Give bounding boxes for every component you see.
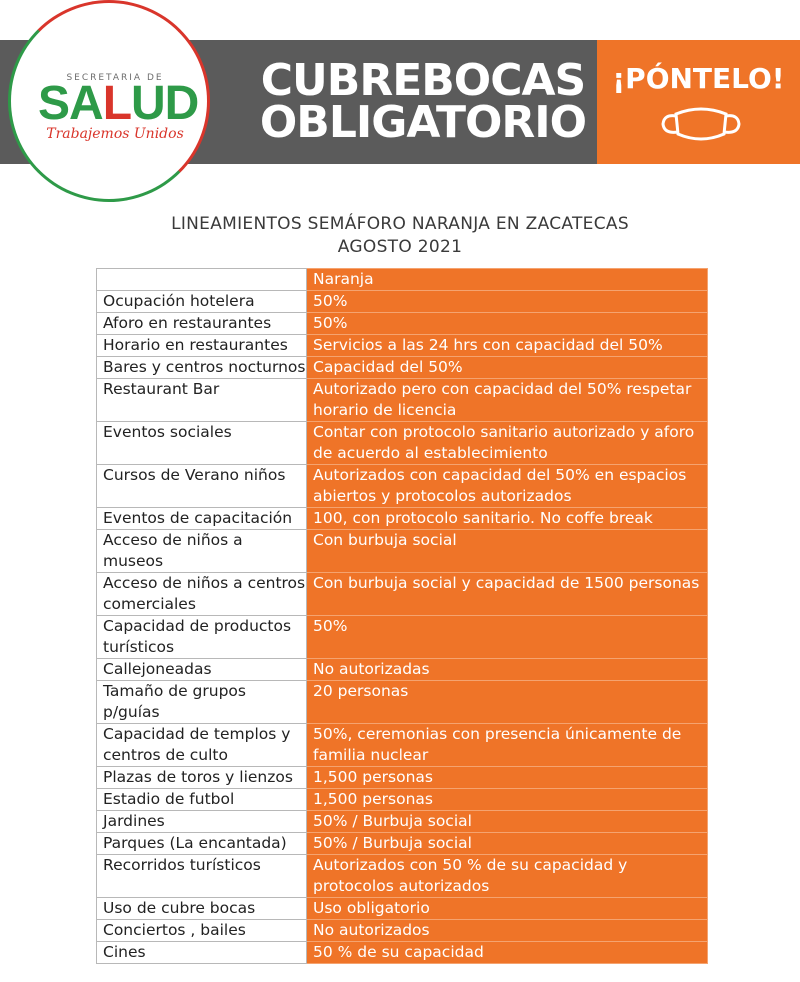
row-value-cell: Uso obligatorio xyxy=(307,898,708,920)
logo-wordmark-part3: UD xyxy=(131,77,199,130)
row-label-cell: Conciertos , bailes xyxy=(97,920,307,942)
logo-wordmark xyxy=(38,78,198,130)
table-row xyxy=(97,573,708,616)
row-label-cell: Uso de cubre bocas xyxy=(97,898,307,920)
table-row xyxy=(97,357,708,379)
table-header-cell: Naranja xyxy=(307,269,708,291)
row-label-cell: Restaurant Bar xyxy=(97,379,307,422)
table-row xyxy=(97,942,708,964)
row-value-cell: Autorizado pero con capacidad del 50% respetar horario de licencia xyxy=(307,379,708,422)
logo-tagline: Trabajemos Unidos xyxy=(46,126,184,142)
row-value-cell: Autorizados con capacidad del 50% en espacios abiertos y protocolos autorizados xyxy=(307,465,708,508)
row-label-cell: Tamaño de grupos p/guías xyxy=(97,681,307,724)
row-label-cell: Eventos sociales xyxy=(97,422,307,465)
table-row xyxy=(97,811,708,833)
table-row xyxy=(97,833,708,855)
table-header-row xyxy=(97,269,708,291)
row-value-cell: 50% / Burbuja social xyxy=(307,811,708,833)
row-label-cell: Plazas de toros y lienzos xyxy=(97,767,307,789)
table-row xyxy=(97,855,708,898)
row-value-cell: No autorizados xyxy=(307,920,708,942)
table-row xyxy=(97,898,708,920)
table-row xyxy=(97,422,708,465)
row-label-cell: Capacidad de productos turísticos xyxy=(97,616,307,659)
row-value-cell: 50%, ceremonias con presencia únicamente de familia nuclear xyxy=(307,724,708,767)
table-row xyxy=(97,379,708,422)
table-row xyxy=(97,508,708,530)
row-value-cell: 1,500 personas xyxy=(307,789,708,811)
row-value-cell: 50% xyxy=(307,616,708,659)
row-value-cell: Autorizados con 50 % de su capacidad y protocolos autorizados xyxy=(307,855,708,898)
row-value-cell: 50 % de su capacidad xyxy=(307,942,708,964)
row-value-cell: 50% xyxy=(307,291,708,313)
face-mask-icon xyxy=(658,100,744,148)
row-value-cell: Servicios a las 24 hrs con capacidad del 50% xyxy=(307,335,708,357)
row-value-cell: No autorizadas xyxy=(307,659,708,681)
table-row xyxy=(97,465,708,508)
row-label-cell: Callejoneadas xyxy=(97,659,307,681)
row-value-cell: 100, con protocolo sanitario. No coffe break xyxy=(307,508,708,530)
table-row xyxy=(97,530,708,573)
row-label-cell: Acceso de niños a centros comerciales xyxy=(97,573,307,616)
row-label-cell: Aforo en restaurantes xyxy=(97,313,307,335)
table-row xyxy=(97,681,708,724)
logo-wordmark-part1: SA xyxy=(38,77,103,130)
logo-top-text: SECRETARIA DE xyxy=(66,73,164,83)
row-value-cell: 1,500 personas xyxy=(307,767,708,789)
table-row xyxy=(97,767,708,789)
row-value-cell: 50% / Burbuja social xyxy=(307,833,708,855)
table-row xyxy=(97,291,708,313)
table-row xyxy=(97,920,708,942)
row-label-cell: Capacidad de templos y centros de culto xyxy=(97,724,307,767)
row-label-cell: Ocupación hotelera xyxy=(97,291,307,313)
row-label-cell: Jardines xyxy=(97,811,307,833)
row-value-cell: 20 personas xyxy=(307,681,708,724)
row-label-cell: Horario en restaurantes xyxy=(97,335,307,357)
row-label-cell: Acceso de niños a museos xyxy=(97,530,307,573)
table-row xyxy=(97,335,708,357)
row-value-cell: Con burbuja social xyxy=(307,530,708,573)
guidelines-table xyxy=(96,268,708,964)
banner-title-line1: CUBREBOCAS xyxy=(260,55,586,106)
row-label-cell: Recorridos turísticos xyxy=(97,855,307,898)
table-row xyxy=(97,724,708,767)
table-row xyxy=(97,659,708,681)
table-header-cell xyxy=(97,269,307,291)
row-label-cell: Parques (La encantada) xyxy=(97,833,307,855)
row-label-cell: Estadio de futbol xyxy=(97,789,307,811)
page-heading-line1: LINEAMIENTOS SEMÁFORO NARANJA EN ZACATECAS xyxy=(171,214,629,234)
row-value-cell: Contar con protocolo sanitario autorizado y aforo de acuerdo al establecimiento xyxy=(307,422,708,465)
page-heading-line2: AGOSTO 2021 xyxy=(337,237,463,257)
logo-wordmark-part2: L xyxy=(102,77,132,130)
table-row xyxy=(97,789,708,811)
row-label-cell: Eventos de capacitación xyxy=(97,508,307,530)
row-label-cell: Bares y centros nocturnos xyxy=(97,357,307,379)
row-value-cell: Capacidad del 50% xyxy=(307,357,708,379)
row-label-cell: Cines xyxy=(97,942,307,964)
table-row xyxy=(97,313,708,335)
row-label-cell: Cursos de Verano niños xyxy=(97,465,307,508)
row-value-cell: 50% xyxy=(307,313,708,335)
callout-text: ¡PÓNTELO! xyxy=(612,62,785,95)
row-value-cell: Con burbuja social y capacidad de 1500 personas xyxy=(307,573,708,616)
banner-title-line2: OBLIGATORIO xyxy=(259,97,587,148)
table-row xyxy=(97,616,708,659)
guidelines-table-body xyxy=(97,269,708,964)
